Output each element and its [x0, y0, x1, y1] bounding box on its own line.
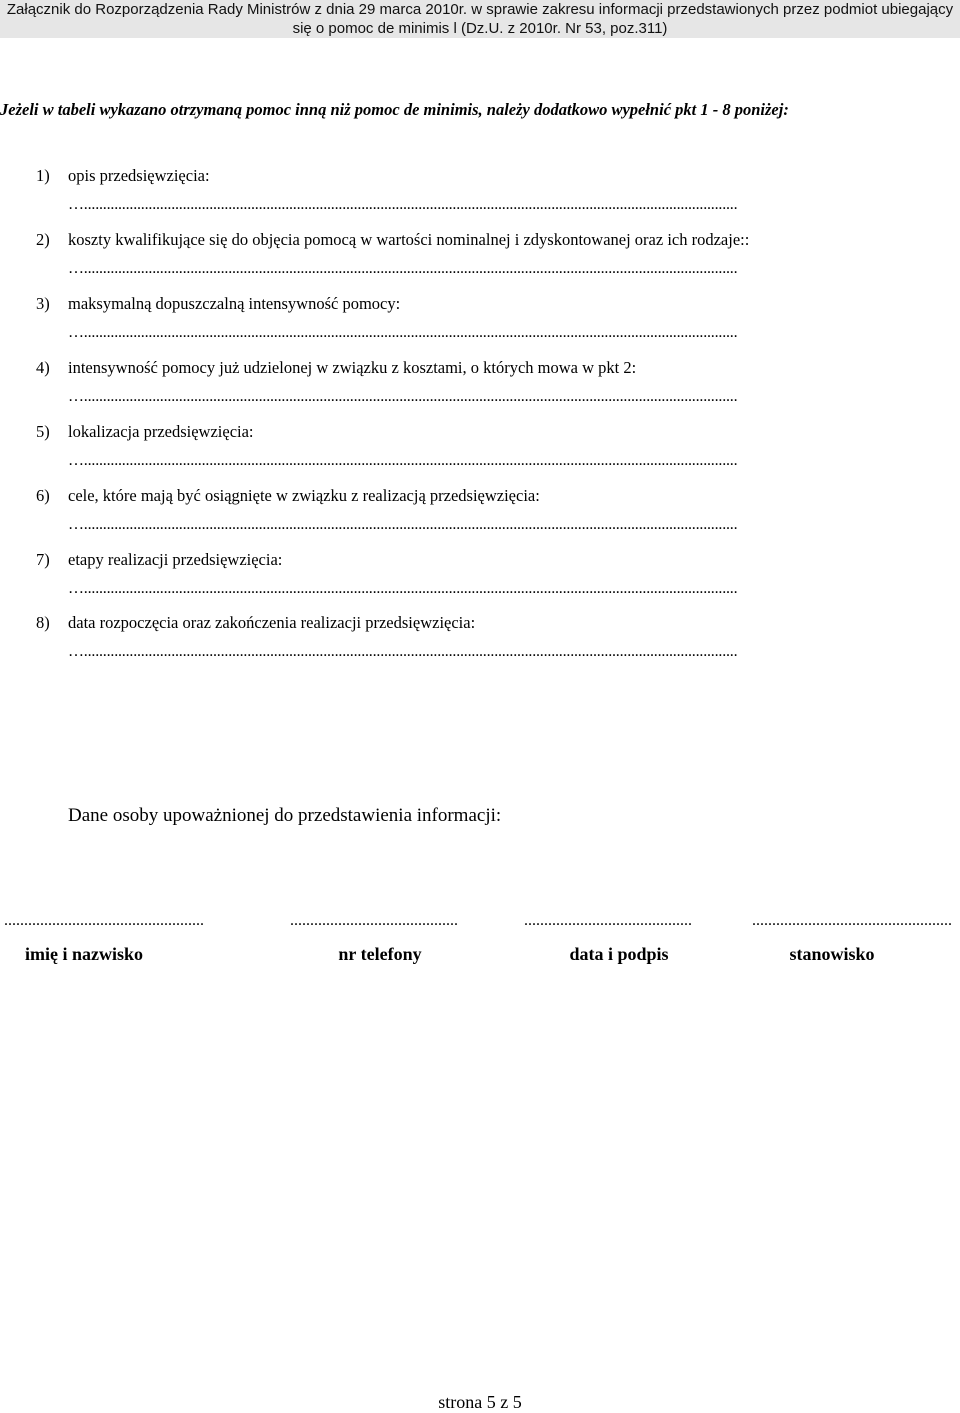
- list-item-5: [36, 422, 916, 482]
- item-number: 4): [36, 358, 50, 377]
- document-header: [0, 0, 960, 38]
- item-fill-line[interactable]: …............................................................................................................................................................................: [68, 580, 738, 597]
- item-fill-line[interactable]: …............................................................................................................................................................................: [68, 260, 738, 277]
- signature-field-date[interactable]: ..........................................: [524, 912, 692, 929]
- authorized-person-heading: Dane osoby upoważnionej do przedstawienia informacji:: [68, 805, 502, 826]
- item-number: 1): [36, 166, 50, 185]
- list-item-1: [36, 166, 916, 226]
- signature-field-phone[interactable]: ..........................................: [290, 912, 458, 929]
- list-item-2: [36, 230, 916, 290]
- list-item-4: [36, 358, 916, 418]
- page-number: strona 5 z 5: [438, 1392, 522, 1412]
- signature-label-phone: nr telefony: [338, 944, 422, 964]
- signature-field-name[interactable]: ..................................................: [4, 912, 204, 929]
- item-number: 2): [36, 230, 50, 249]
- item-number: 7): [36, 550, 50, 569]
- item-number: 6): [36, 486, 50, 505]
- item-label: intensywność pomocy już udzielonej w związku z kosztami, o których mowa w pkt 2:: [68, 358, 637, 377]
- list-item-7: [36, 550, 916, 610]
- signature-label-position: stanowisko: [789, 944, 875, 964]
- item-number: 8): [36, 613, 50, 632]
- list-item-3: [36, 294, 916, 354]
- item-fill-line[interactable]: …............................................................................................................................................................................: [68, 643, 738, 660]
- signature-label-date: data i podpis: [569, 944, 669, 964]
- item-fill-line[interactable]: …............................................................................................................................................................................: [68, 516, 738, 533]
- item-fill-line[interactable]: …............................................................................................................................................................................: [68, 196, 738, 213]
- item-label: lokalizacja przedsięwzięcia:: [68, 422, 254, 441]
- item-label: opis przedsięwzięcia:: [68, 166, 210, 185]
- header-line-1: Załącznik do Rozporządzenia Rady Ministrów z dnia 29 marca 2010r. w sprawie zakresu informacji przedstawionych przez podmiot ubiegający: [6, 1, 954, 18]
- item-label: koszty kwalifikujące się do objęcia pomocą w wartości nominalnej i zdyskontowanej oraz ich rodzaje::: [68, 230, 750, 249]
- item-label: data rozpoczęcia oraz zakończenia realizacji przedsięwzięcia:: [68, 613, 476, 632]
- item-number: 3): [36, 294, 50, 313]
- item-fill-line[interactable]: …............................................................................................................................................................................: [68, 324, 738, 341]
- item-label: cele, które mają być osiągnięte w związku z realizacją przedsięwzięcia:: [68, 486, 540, 505]
- item-fill-line[interactable]: …............................................................................................................................................................................: [68, 452, 738, 469]
- list-item-6: [36, 486, 916, 546]
- intro-instruction: Jeżeli w tabeli wykazano otrzymaną pomoc inną niż pomoc de minimis, należy dodatkowo wypełnić pkt 1 - 8 poniżej:: [0, 100, 789, 119]
- signature-field-position[interactable]: ..................................................: [752, 912, 952, 929]
- item-fill-line[interactable]: …............................................................................................................................................................................: [68, 388, 738, 405]
- item-number: 5): [36, 422, 50, 441]
- item-label: maksymalną dopuszczalną intensywność pomocy:: [68, 294, 401, 313]
- list-item-8: [36, 613, 916, 673]
- signature-label-name: imię i nazwisko: [24, 944, 143, 964]
- item-label: etapy realizacji przedsięwzięcia:: [68, 550, 283, 569]
- header-line-2: się o pomoc de minimis l (Dz.U. z 2010r. Nr 53, poz.311): [292, 20, 668, 37]
